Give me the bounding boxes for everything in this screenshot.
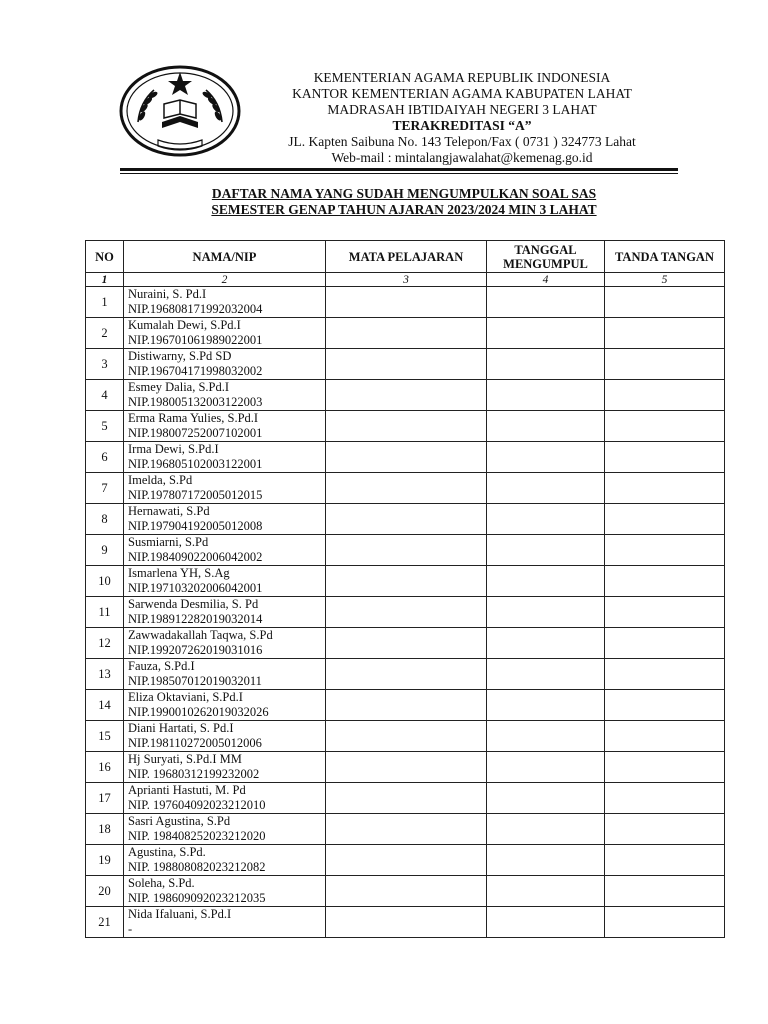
teacher-nip: NIP.198507012019032011 — [128, 674, 262, 688]
teacher-name: Hernawati, S.Pd — [128, 504, 210, 518]
signature-cell — [605, 349, 725, 380]
col-header-mapel: MATA PELAJARAN — [326, 241, 487, 273]
table-body — [86, 287, 725, 938]
subject-cell — [326, 380, 487, 411]
signature-cell — [605, 907, 725, 938]
signature-cell — [605, 566, 725, 597]
signature-cell — [605, 814, 725, 845]
subject-cell — [326, 752, 487, 783]
subject-cell — [326, 442, 487, 473]
signature-cell — [605, 504, 725, 535]
teacher-name: Agustina, S.Pd. — [128, 845, 206, 859]
date-cell — [487, 628, 605, 659]
subject-cell — [326, 659, 487, 690]
signature-cell — [605, 783, 725, 814]
row-number: 20 — [86, 876, 124, 907]
teacher-name: Fauza, S.Pd.I — [128, 659, 195, 673]
teacher-name: Eliza Oktaviani, S.Pd.I — [128, 690, 243, 704]
subject-cell — [326, 690, 487, 721]
table-row — [86, 628, 725, 659]
letterhead-divider — [120, 168, 678, 171]
teacher-nip: NIP. 198609092023212035 — [128, 891, 266, 905]
table-row — [86, 876, 725, 907]
teacher-name: Distiwarny, S.Pd SD — [128, 349, 232, 363]
date-cell — [487, 349, 605, 380]
date-cell — [487, 690, 605, 721]
signature-cell — [605, 690, 725, 721]
subject-cell — [326, 504, 487, 535]
row-number: 14 — [86, 690, 124, 721]
table-row — [86, 566, 725, 597]
signature-cell — [605, 473, 725, 504]
ministry-name: KEMENTERIAN AGAMA REPUBLIK INDONESIA — [313, 70, 611, 85]
row-number: 12 — [86, 628, 124, 659]
table-row — [86, 318, 725, 349]
subject-cell — [326, 876, 487, 907]
teacher-nip: NIP.1990010262019032026 — [128, 705, 269, 719]
signature-cell — [605, 287, 725, 318]
date-cell — [487, 535, 605, 566]
row-number: 18 — [86, 814, 124, 845]
subject-cell — [326, 845, 487, 876]
row-number: 7 — [86, 473, 124, 504]
subject-cell — [326, 814, 487, 845]
signature-cell — [605, 845, 725, 876]
letterhead — [112, 62, 672, 166]
teacher-name: Esmey Dalia, S.Pd.I — [128, 380, 230, 394]
table-row — [86, 690, 725, 721]
subject-cell — [326, 597, 487, 628]
col-header-nama: NAMA/NIP — [124, 241, 326, 273]
signature-cell — [605, 411, 725, 442]
letterhead-text — [252, 70, 672, 166]
table-row — [86, 411, 725, 442]
date-cell — [487, 287, 605, 318]
name-nip-cell — [124, 628, 326, 659]
column-number: 5 — [605, 273, 725, 287]
name-nip-cell — [124, 845, 326, 876]
teacher-name: Zawwadakallah Taqwa, S.Pd — [128, 628, 273, 642]
table-row — [86, 783, 725, 814]
date-cell — [487, 380, 605, 411]
title-line-2: SEMESTER GENAP TAHUN AJARAN 2023/2024 MIN 3 LAHAT — [211, 202, 597, 217]
column-number: 2 — [124, 273, 326, 287]
row-number: 3 — [86, 349, 124, 380]
column-number: 1 — [86, 273, 124, 287]
table-row — [86, 814, 725, 845]
teacher-nip: NIP.197807172005012015 — [128, 488, 263, 502]
signature-cell — [605, 752, 725, 783]
subject-cell — [326, 318, 487, 349]
date-cell — [487, 473, 605, 504]
date-cell — [487, 597, 605, 628]
name-nip-cell — [124, 535, 326, 566]
teacher-nip: NIP.197103202006042001 — [128, 581, 263, 595]
row-number: 8 — [86, 504, 124, 535]
teacher-name: Kumalah Dewi, S.Pd.I — [128, 318, 241, 332]
teacher-name: Hj Suryati, S.Pd.I MM — [128, 752, 242, 766]
table-row — [86, 473, 725, 504]
name-nip-cell — [124, 690, 326, 721]
name-nip-cell — [124, 876, 326, 907]
teacher-name: Susmiarni, S.Pd — [128, 535, 209, 549]
teacher-nip: NIP. 19680312199232002 — [128, 767, 260, 781]
row-number: 11 — [86, 597, 124, 628]
table-row — [86, 504, 725, 535]
signature-cell — [605, 721, 725, 752]
signature-cell — [605, 318, 725, 349]
ministry-emblem-icon — [118, 64, 242, 162]
row-number: 16 — [86, 752, 124, 783]
teacher-name: Erma Rama Yulies, S.Pd.I — [128, 411, 259, 425]
row-number: 9 — [86, 535, 124, 566]
signature-cell — [605, 659, 725, 690]
column-number: 3 — [326, 273, 487, 287]
table-header-row — [86, 241, 725, 273]
name-nip-cell — [124, 349, 326, 380]
table-row — [86, 907, 725, 938]
teacher-name: Soleha, S.Pd. — [128, 876, 195, 890]
row-number: 5 — [86, 411, 124, 442]
teacher-nip: - — [128, 922, 133, 936]
address: JL. Kapten Saibuna No. 143 Telepon/Fax ( 0731 ) 324773 Lahat — [288, 134, 636, 149]
name-nip-cell — [124, 907, 326, 938]
teacher-nip: NIP. 198408252023212020 — [128, 829, 266, 843]
name-nip-cell — [124, 287, 326, 318]
row-number: 2 — [86, 318, 124, 349]
col-header-no: NO — [86, 241, 124, 273]
subject-cell — [326, 349, 487, 380]
signature-cell — [605, 380, 725, 411]
table-row — [86, 721, 725, 752]
signature-cell — [605, 535, 725, 566]
table-row — [86, 287, 725, 318]
name-nip-cell — [124, 783, 326, 814]
teacher-nip: NIP.198409022006042002 — [128, 550, 263, 564]
date-cell — [487, 814, 605, 845]
subject-cell — [326, 287, 487, 318]
subject-cell — [326, 783, 487, 814]
name-nip-cell — [124, 721, 326, 752]
teacher-nip: NIP.197904192005012008 — [128, 519, 263, 533]
table-row — [86, 752, 725, 783]
row-number: 4 — [86, 380, 124, 411]
teacher-nip: NIP.199207262019031016 — [128, 643, 263, 657]
signature-cell — [605, 628, 725, 659]
date-cell — [487, 504, 605, 535]
name-nip-cell — [124, 752, 326, 783]
subject-cell — [326, 411, 487, 442]
table-row — [86, 597, 725, 628]
teacher-nip: NIP.198005132003122003 — [128, 395, 263, 409]
date-cell — [487, 659, 605, 690]
table-row — [86, 845, 725, 876]
teacher-nip: NIP. 198808082023212082 — [128, 860, 266, 874]
row-number: 19 — [86, 845, 124, 876]
date-cell — [487, 845, 605, 876]
teacher-name: Irma Dewi, S.Pd.I — [128, 442, 219, 456]
date-cell — [487, 566, 605, 597]
table-row — [86, 535, 725, 566]
date-cell — [487, 411, 605, 442]
row-number: 15 — [86, 721, 124, 752]
name-nip-cell — [124, 318, 326, 349]
teacher-nip: NIP.196805102003122001 — [128, 457, 263, 471]
row-number: 6 — [86, 442, 124, 473]
row-number: 13 — [86, 659, 124, 690]
subject-cell — [326, 721, 487, 752]
teacher-name: Nida Ifaluani, S.Pd.I — [128, 907, 232, 921]
date-cell — [487, 442, 605, 473]
accreditation: TERAKREDITASI “A” — [392, 118, 532, 133]
name-nip-cell — [124, 814, 326, 845]
date-cell — [487, 318, 605, 349]
submission-table — [85, 240, 725, 938]
teacher-nip: NIP.198110272005012006 — [128, 736, 262, 750]
signature-cell — [605, 597, 725, 628]
teacher-nip: NIP.196704171998032002 — [128, 364, 263, 378]
email: Web-mail : mintalangjawalahat@kemenag.go.id — [331, 150, 593, 165]
name-nip-cell — [124, 566, 326, 597]
row-number: 1 — [86, 287, 124, 318]
name-nip-cell — [124, 597, 326, 628]
column-number: 4 — [487, 273, 605, 287]
date-cell — [487, 752, 605, 783]
teacher-name: Imelda, S.Pd — [128, 473, 193, 487]
subject-cell — [326, 566, 487, 597]
date-cell — [487, 783, 605, 814]
school-name: MADRASAH IBTIDAIYAH NEGERI 3 LAHAT — [327, 102, 597, 117]
subject-cell — [326, 535, 487, 566]
column-number-row — [86, 273, 725, 287]
name-nip-cell — [124, 411, 326, 442]
date-cell — [487, 876, 605, 907]
teacher-nip: NIP.198912282019032014 — [128, 612, 263, 626]
table-row — [86, 380, 725, 411]
subject-cell — [326, 907, 487, 938]
teacher-nip: NIP. 197604092023212010 — [128, 798, 266, 812]
name-nip-cell — [124, 442, 326, 473]
date-cell — [487, 907, 605, 938]
teacher-name: Aprianti Hastuti, M. Pd — [128, 783, 246, 797]
row-number: 17 — [86, 783, 124, 814]
name-nip-cell — [124, 659, 326, 690]
row-number: 10 — [86, 566, 124, 597]
teacher-name: Sarwenda Desmilia, S. Pd — [128, 597, 259, 611]
row-number: 21 — [86, 907, 124, 938]
teacher-name: Nuraini, S. Pd.I — [128, 287, 207, 301]
teacher-nip: NIP.196701061989022001 — [128, 333, 263, 347]
date-cell — [487, 721, 605, 752]
table-row — [86, 659, 725, 690]
table-row — [86, 349, 725, 380]
letterhead-divider-thin — [120, 173, 678, 174]
teacher-name: Ismarlena YH, S.Ag — [128, 566, 230, 580]
teacher-nip: NIP.196808171992032004 — [128, 302, 263, 316]
name-nip-cell — [124, 473, 326, 504]
name-nip-cell — [124, 380, 326, 411]
table-row — [86, 442, 725, 473]
name-nip-cell — [124, 504, 326, 535]
document-title — [84, 186, 724, 218]
title-line-1: DAFTAR NAMA YANG SUDAH MENGUMPULKAN SOAL SAS — [211, 186, 597, 201]
subject-cell — [326, 473, 487, 504]
subject-cell — [326, 628, 487, 659]
teacher-name: Sasri Agustina, S.Pd — [128, 814, 231, 828]
teacher-name: Diani Hartati, S. Pd.I — [128, 721, 234, 735]
signature-cell — [605, 876, 725, 907]
col-header-tanggal: TANGGAL MENGUMPUL — [487, 241, 605, 273]
col-header-tanda: TANDA TANGAN — [605, 241, 725, 273]
signature-cell — [605, 442, 725, 473]
teacher-nip: NIP.198007252007102001 — [128, 426, 263, 440]
office-name: KANTOR KEMENTERIAN AGAMA KABUPATEN LAHAT — [292, 86, 632, 101]
